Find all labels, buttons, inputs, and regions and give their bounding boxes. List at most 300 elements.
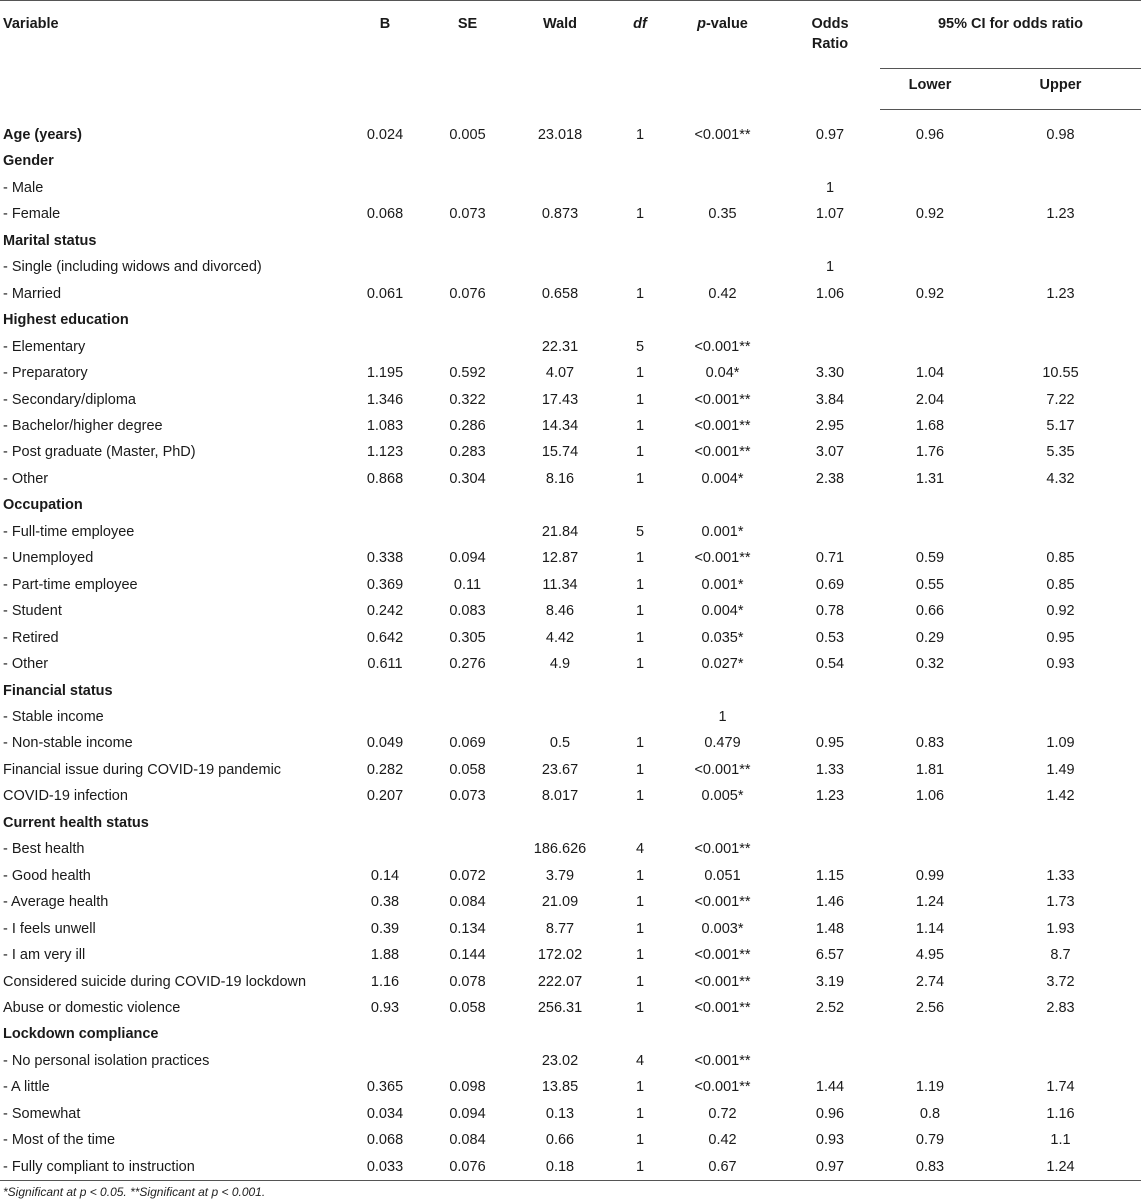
- cell-lower: [880, 836, 980, 862]
- cell-df: 1: [635, 999, 645, 1016]
- table-row: [0, 148, 1141, 174]
- cell-or: 3.07: [815, 444, 845, 461]
- cell-b: 0.868: [366, 470, 404, 487]
- cell-b: 0.642: [366, 629, 404, 646]
- cell-lower: 0.83: [880, 1154, 980, 1181]
- cell-or: 0.71: [815, 550, 845, 567]
- cell-lower: [880, 704, 980, 730]
- cell-p: 0.001*: [701, 523, 744, 540]
- cell-or: [780, 678, 880, 704]
- cell-wald: 8.017: [541, 788, 579, 805]
- header-se: SE: [430, 1, 505, 110]
- cell-p: [665, 810, 780, 836]
- cell-or: 0.96: [815, 1105, 845, 1122]
- cell-label: Considered suicide during COVID-19 lockdown: [3, 973, 307, 990]
- table-body: [0, 110, 1141, 1181]
- table-row: [0, 122, 1141, 148]
- cell-upper: 1.16: [1046, 1105, 1075, 1122]
- cell-df: 1: [635, 285, 645, 302]
- cell-lower: 0.96: [915, 127, 945, 143]
- cell-p: <0.001**: [694, 894, 751, 911]
- cell-wald: [505, 678, 615, 704]
- cell-b: [340, 1021, 430, 1047]
- cell-se: [430, 307, 505, 333]
- header-odds-line2: Ratio: [811, 36, 849, 52]
- table-row: [0, 810, 1141, 836]
- cell-upper: 7.22: [1046, 391, 1075, 408]
- cell-df: 1: [635, 470, 645, 487]
- cell-b: 0.93: [370, 999, 400, 1016]
- cell-or: 1.33: [815, 761, 845, 778]
- cell-upper: 1.93: [1046, 920, 1075, 937]
- cell-upper: 1.24: [980, 1154, 1141, 1181]
- cell-lower: 1.68: [915, 417, 945, 434]
- cell-b: 0.369: [366, 576, 404, 593]
- header-p-rest: -value: [705, 16, 748, 32]
- cell-label: - Most of the time: [3, 1132, 116, 1149]
- cell-df: 4: [635, 1052, 645, 1069]
- cell-or: 0.97: [815, 127, 845, 143]
- cell-wald: [505, 307, 615, 333]
- cell-p: 0.035*: [701, 629, 744, 646]
- cell-df: 1: [635, 576, 645, 593]
- cell-b: 0.033: [340, 1154, 430, 1181]
- cell-wald: 23.67: [541, 761, 579, 778]
- cell-se: 0.322: [449, 391, 486, 408]
- table-row: [0, 307, 1141, 333]
- cell-se: 0.286: [449, 417, 486, 434]
- cell-wald: [505, 1021, 615, 1047]
- cell-p: <0.001**: [694, 761, 751, 778]
- table-row: [0, 730, 1141, 756]
- cell-df: 1: [635, 127, 645, 143]
- cell-se: 0.083: [449, 603, 486, 620]
- cell-df: 1: [635, 1079, 645, 1096]
- cell-se: 0.144: [449, 947, 486, 964]
- cell-df: 1: [635, 761, 645, 778]
- cell-se: 0.283: [449, 444, 486, 461]
- cell-lower: 0.92: [915, 285, 945, 302]
- cell-wald: 222.07: [537, 973, 583, 990]
- cell-wald: 22.31: [541, 338, 579, 355]
- cell-lower: 0.83: [915, 735, 945, 752]
- cell-upper: [980, 810, 1141, 836]
- cell-or: 0.95: [815, 735, 845, 752]
- table-row: [0, 1048, 1141, 1074]
- cell-p: <0.001**: [694, 127, 751, 143]
- cell-upper: 1.74: [1046, 1079, 1075, 1096]
- table-row: [0, 863, 1141, 889]
- cell-se: [430, 704, 505, 730]
- cell-p: [665, 254, 780, 280]
- header-wald: Wald: [505, 1, 615, 110]
- cell-b: 1.16: [370, 973, 400, 990]
- cell-p: <0.001**: [694, 417, 751, 434]
- table-row: [0, 281, 1141, 307]
- table-row: [0, 466, 1141, 492]
- cell-lower: [880, 175, 980, 201]
- cell-se: [430, 678, 505, 704]
- cell-p: 0.67: [665, 1154, 780, 1181]
- cell-label: - Stable income: [3, 708, 104, 725]
- cell-b: 0.38: [370, 894, 400, 911]
- cell-or: [780, 810, 880, 836]
- cell-label: - A little: [3, 1079, 50, 1096]
- cell-lower: [880, 148, 980, 174]
- cell-upper: [980, 254, 1141, 280]
- cell-df: [615, 175, 665, 201]
- cell-or: 1.48: [815, 920, 845, 937]
- header-b: B: [340, 1, 430, 110]
- cell-wald: 13.85: [541, 1079, 579, 1096]
- cell-or: 2.38: [815, 470, 845, 487]
- cell-p: [665, 492, 780, 518]
- cell-upper: [980, 492, 1141, 518]
- cell-or: [780, 1048, 880, 1074]
- cell-upper: 1.49: [1046, 761, 1075, 778]
- cell-label: Lockdown compliance: [3, 1026, 159, 1043]
- table-row: [0, 1021, 1141, 1047]
- cell-lower: [880, 228, 980, 254]
- cell-label: - Retired: [3, 629, 59, 646]
- header-lower: Lower: [880, 69, 980, 110]
- cell-upper: [980, 228, 1141, 254]
- table-row: [0, 545, 1141, 571]
- cell-or: 3.30: [815, 365, 845, 382]
- cell-b: [340, 254, 430, 280]
- table-header: [0, 1, 1141, 110]
- cell-upper: 0.85: [1046, 576, 1075, 593]
- table-row: [0, 651, 1141, 677]
- cell-p: 0.001*: [701, 576, 744, 593]
- table-row: [0, 889, 1141, 915]
- cell-label: - Non-stable income: [3, 735, 133, 752]
- table-row: [0, 1101, 1141, 1127]
- table-row: [0, 572, 1141, 598]
- cell-upper: 4.32: [1046, 470, 1075, 487]
- cell-upper: 0.85: [1046, 550, 1075, 567]
- cell-df: 1: [635, 788, 645, 805]
- cell-se: 0.058: [449, 999, 486, 1016]
- cell-wald: 186.626: [533, 841, 587, 858]
- table-row: [0, 175, 1141, 201]
- cell-df: 1: [635, 1105, 645, 1122]
- cell-se: 0.069: [449, 735, 486, 752]
- table-row: [0, 995, 1141, 1021]
- cell-or: 1.46: [815, 894, 845, 911]
- cell-label: - Part-time employee: [3, 576, 138, 593]
- cell-wald: 8.77: [545, 920, 575, 937]
- cell-se: 0.305: [449, 629, 486, 646]
- cell-label: - Secondary/diploma: [3, 391, 136, 408]
- cell-df: [615, 228, 665, 254]
- cell-or: 1.06: [815, 285, 845, 302]
- cell-lower: 1.31: [915, 470, 945, 487]
- cell-df: [615, 148, 665, 174]
- cell-or: 1.15: [815, 867, 845, 884]
- cell-df: 1: [635, 391, 645, 408]
- cell-se: 0.084: [449, 894, 486, 911]
- header-odds-line1: Odds: [811, 16, 849, 32]
- cell-se: [430, 492, 505, 518]
- cell-or: 1: [825, 179, 835, 196]
- table-row: [0, 360, 1141, 386]
- cell-label: - Somewhat: [3, 1105, 81, 1122]
- cell-se: [430, 175, 505, 201]
- cell-wald: 0.66: [545, 1132, 575, 1149]
- cell-label: Abuse or domestic violence: [3, 999, 181, 1016]
- cell-b: 0.39: [370, 920, 400, 937]
- cell-lower: 0.29: [915, 629, 945, 646]
- cell-lower: 2.56: [915, 999, 945, 1016]
- cell-lower: [880, 1048, 980, 1074]
- cell-label: - Married: [3, 285, 62, 302]
- cell-lower: 2.74: [915, 973, 945, 990]
- table-row: [0, 334, 1141, 360]
- cell-df: 1: [635, 656, 645, 673]
- header-odds-ratio: [780, 1, 880, 110]
- cell-se: [430, 228, 505, 254]
- cell-p: [665, 175, 780, 201]
- cell-wald: 3.79: [545, 867, 575, 884]
- cell-lower: 1.04: [915, 365, 945, 382]
- table-row: [0, 492, 1141, 518]
- cell-or: 0.93: [815, 1132, 845, 1149]
- cell-upper: 1.33: [1046, 867, 1075, 884]
- cell-lower: 1.19: [915, 1079, 945, 1096]
- cell-upper: 1.09: [1046, 735, 1075, 752]
- cell-wald: 11.34: [542, 576, 578, 593]
- header-upper: Upper: [980, 69, 1141, 110]
- cell-b: [340, 228, 430, 254]
- cell-b: 1.346: [366, 391, 404, 408]
- cell-label: - Bachelor/higher degree: [3, 417, 163, 434]
- cell-df: 1: [635, 1132, 645, 1149]
- cell-df: 1: [635, 444, 645, 461]
- cell-label: Gender: [3, 153, 54, 170]
- cell-se: [430, 836, 505, 862]
- table-row: [0, 704, 1141, 730]
- cell-label: - Elementary: [3, 338, 86, 355]
- cell-wald: 8.46: [545, 603, 575, 620]
- cell-se: [430, 148, 505, 174]
- cell-wald: [505, 810, 615, 836]
- cell-or: [780, 492, 880, 518]
- cell-df: 1: [635, 629, 645, 646]
- cell-or: 2.52: [815, 999, 845, 1016]
- cell-se: [430, 334, 505, 360]
- cell-b: 1.195: [366, 365, 404, 382]
- cell-wald: [505, 228, 615, 254]
- cell-upper: [980, 836, 1141, 862]
- header-p-italic: p: [697, 16, 706, 32]
- cell-upper: 2.83: [1046, 999, 1075, 1016]
- cell-b: 0.611: [367, 656, 403, 673]
- cell-wald: 0.658: [541, 285, 579, 302]
- cell-b: 1.88: [370, 947, 400, 964]
- cell-b: 0.207: [366, 788, 404, 805]
- cell-b: [340, 175, 430, 201]
- cell-se: 0.134: [449, 920, 486, 937]
- cell-or: [780, 704, 880, 730]
- table-row: [0, 783, 1141, 809]
- cell-upper: 5.35: [1046, 444, 1075, 461]
- table-row: [0, 254, 1141, 280]
- cell-wald: 23.018: [537, 127, 583, 143]
- cell-label: - Single (including widows and divorced): [3, 259, 262, 276]
- cell-p: <0.001**: [694, 973, 751, 990]
- cell-p: <0.001**: [694, 444, 751, 461]
- cell-label: - Post graduate (Master, PhD): [3, 444, 196, 461]
- cell-wald: 4.07: [545, 365, 575, 382]
- cell-p: <0.001**: [694, 1052, 751, 1069]
- cell-df: [615, 492, 665, 518]
- cell-p: 0.479: [704, 735, 741, 752]
- cell-label: Financial status: [3, 682, 113, 699]
- cell-label: Financial issue during COVID-19 pandemic: [3, 761, 282, 778]
- cell-df: 1: [635, 973, 645, 990]
- cell-df: [615, 810, 665, 836]
- cell-label: Age (years): [3, 127, 82, 143]
- cell-b: [340, 678, 430, 704]
- cell-or: [780, 519, 880, 545]
- cell-or: [780, 334, 880, 360]
- cell-p: 0.35: [708, 206, 737, 223]
- cell-df: 5: [635, 523, 645, 540]
- cell-p: <0.001**: [694, 391, 751, 408]
- cell-upper: [980, 307, 1141, 333]
- cell-lower: 1.24: [915, 894, 945, 911]
- cell-label: - I feels unwell: [3, 920, 96, 937]
- cell-or: [780, 836, 880, 862]
- cell-df: [615, 704, 665, 730]
- cell-upper: 0.93: [1046, 656, 1075, 673]
- cell-se: 0.078: [449, 973, 486, 990]
- cell-wald: 4.9: [549, 656, 571, 673]
- cell-label: - Preparatory: [3, 365, 88, 382]
- table-footnote: *Significant at p < 0.05. **Significant at p < 0.001.: [3, 1185, 266, 1199]
- cell-b: 0.049: [366, 735, 404, 752]
- cell-or: 2.95: [815, 417, 845, 434]
- cell-b: 0.068: [366, 1132, 404, 1149]
- cell-p: [665, 1021, 780, 1047]
- cell-or: 0.54: [815, 656, 845, 673]
- cell-se: 0.098: [449, 1079, 486, 1096]
- cell-wald: [505, 704, 615, 730]
- cell-df: 1: [635, 417, 645, 434]
- cell-lower: 1.14: [915, 920, 945, 937]
- cell-se: [430, 1021, 505, 1047]
- cell-se: [430, 810, 505, 836]
- cell-se: [430, 254, 505, 280]
- cell-lower: 0.99: [915, 867, 945, 884]
- cell-wald: [505, 148, 615, 174]
- cell-se: 0.592: [449, 365, 486, 382]
- cell-upper: [980, 1048, 1141, 1074]
- cell-wald: 21.84: [541, 523, 579, 540]
- cell-wald: 4.42: [545, 629, 575, 646]
- cell-or: 1.44: [815, 1079, 845, 1096]
- cell-wald: 0.18: [505, 1154, 615, 1181]
- cell-wald: 12.87: [541, 550, 579, 567]
- cell-wald: [505, 492, 615, 518]
- cell-upper: 1.23: [1046, 206, 1075, 223]
- cell-label: - Full-time employee: [3, 523, 135, 540]
- cell-b: [340, 492, 430, 518]
- cell-or: [780, 307, 880, 333]
- cell-lower: [880, 1021, 980, 1047]
- cell-df: 1: [635, 550, 645, 567]
- cell-p: [665, 228, 780, 254]
- cell-df: 1: [635, 894, 645, 911]
- cell-or: 1: [825, 259, 835, 276]
- cell-p: 0.04*: [705, 365, 740, 382]
- cell-upper: 1.73: [1046, 894, 1075, 911]
- cell-label: Occupation: [3, 497, 83, 514]
- cell-p: 0.005*: [701, 788, 744, 805]
- table-row: [0, 836, 1141, 862]
- cell-lower: 0.32: [915, 656, 945, 673]
- cell-lower: [880, 254, 980, 280]
- cell-or: 0.97: [780, 1154, 880, 1181]
- cell-label: - Student: [3, 603, 62, 620]
- table-row: [0, 201, 1141, 227]
- cell-label: - Good health: [3, 867, 91, 884]
- cell-upper: 1.1: [1050, 1132, 1071, 1149]
- cell-b: [340, 836, 430, 862]
- cell-p: 0.42: [708, 285, 737, 302]
- cell-lower: [880, 307, 980, 333]
- header-spacer-row: [0, 110, 1141, 123]
- cell-lower: 4.95: [915, 947, 945, 964]
- cell-upper: 1.42: [1046, 788, 1075, 805]
- cell-df: [615, 307, 665, 333]
- cell-upper: [980, 148, 1141, 174]
- cell-or: 1.07: [815, 206, 845, 223]
- cell-se: 0.084: [449, 1132, 486, 1149]
- cell-b: 0.034: [366, 1105, 404, 1122]
- cell-p: <0.001**: [694, 841, 751, 858]
- cell-p: [665, 307, 780, 333]
- table-row: [0, 757, 1141, 783]
- cell-lower: [880, 810, 980, 836]
- cell-p: 0.003*: [701, 920, 744, 937]
- cell-label: COVID-19 infection: [3, 788, 128, 805]
- cell-lower: [880, 334, 980, 360]
- cell-b: 1.083: [366, 417, 404, 434]
- cell-se: 0.094: [449, 1105, 486, 1122]
- cell-or: [780, 148, 880, 174]
- cell-upper: 0.95: [1046, 629, 1075, 646]
- cell-label: - Best health: [3, 841, 85, 858]
- table-row: [0, 942, 1141, 968]
- cell-b: [340, 307, 430, 333]
- cell-label: - Average health: [3, 894, 109, 911]
- cell-wald: 17.43: [541, 391, 579, 408]
- cell-upper: 10.55: [1042, 365, 1079, 382]
- cell-b: 0.068: [366, 206, 404, 223]
- cell-df: 1: [615, 1154, 665, 1181]
- cell-wald: [505, 254, 615, 280]
- cell-upper: [980, 678, 1141, 704]
- cell-p: 0.004*: [701, 470, 744, 487]
- header-df-text: df: [633, 16, 647, 32]
- cell-wald: 15.74: [541, 444, 579, 461]
- cell-upper: [980, 175, 1141, 201]
- cell-b: [340, 334, 430, 360]
- cell-wald: 14.34: [541, 417, 579, 434]
- cell-p: 0.051: [704, 867, 741, 884]
